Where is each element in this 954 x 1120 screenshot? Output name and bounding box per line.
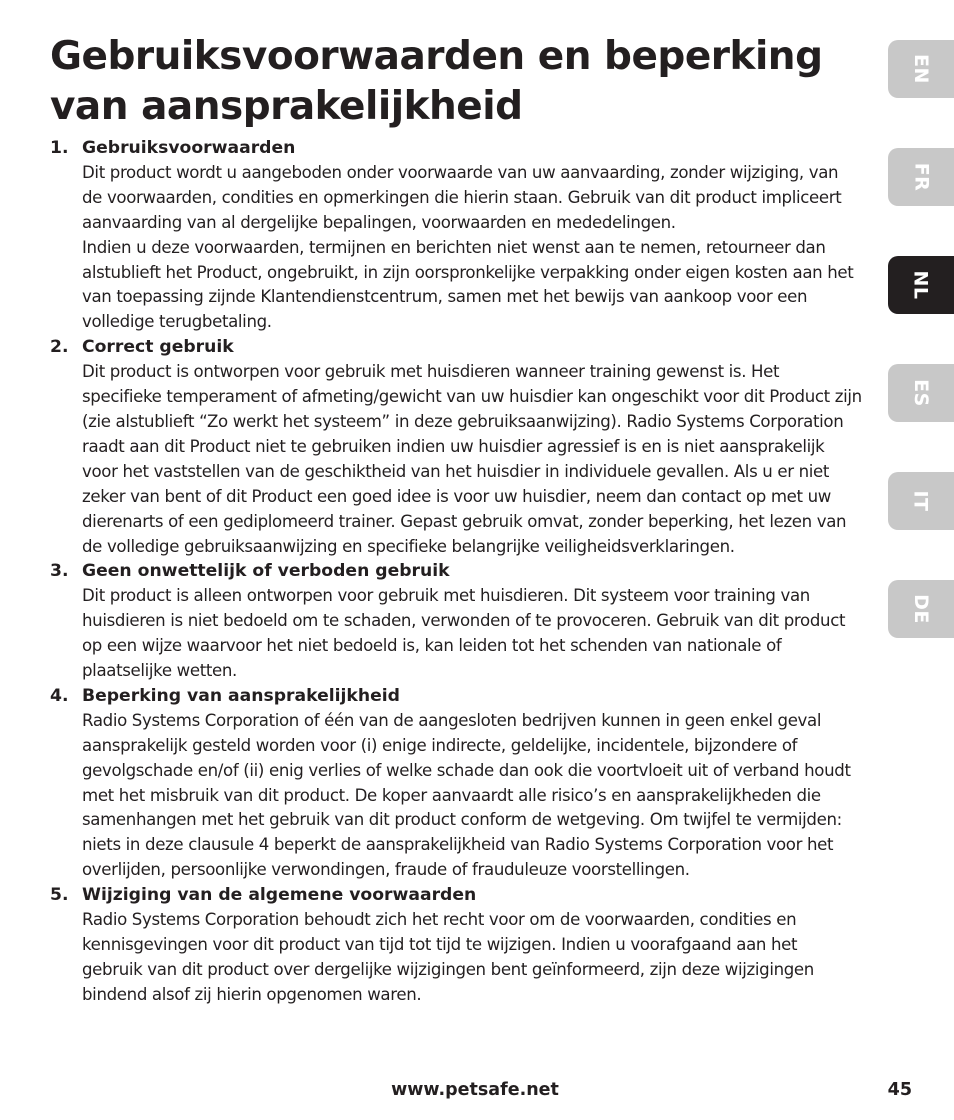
section-body [82, 908, 862, 1008]
section-number: 5. [50, 885, 69, 906]
paragraph: Dit product is ontworpen voor gebruik met huisdieren wanneer training gewenst is. Het specifieke temperament of afmeting/gewicht van uw huisdier kan ongeschikt voor dit Product zijn (zie alstublieft “Zo werkt het systeem” in deze gebruiksaanwijzing). Radio Systems Corporation raadt aan dit Product niet te gebruiken indien uw huisdier agressief is en is niet aansprakelijk voor het vaststellen van de geschiktheid van het huisdier in individuele gevallen. Als u er niet zeker van bent of dit Product een goed idee is voor uw huisdier, neem dan contact op met uw dierenarts of een gediplomeerd trainer. Gepast gebruik omvat, zonder beperking, het lezen van de volledige gebruiksaanwijzing en specifieke belangrijke veiligheidsverklaringen. [82, 362, 862, 556]
section-limitation-of-liability [50, 684, 862, 883]
footer-url: www.petsafe.net [391, 1080, 559, 1100]
language-tabs [888, 0, 954, 1120]
language-tab-fr[interactable] [888, 148, 954, 206]
paragraph: Dit product wordt u aangeboden onder voorwaarde van uw aanvaarding, zonder wijziging, van de voorwaarden, condities en opmerkingen die hierin staan. Gebruik van dit product impliceert aanvaarding van al dergelijke bepalingen, voorwaarden en mededelingen. [82, 162, 842, 232]
tab-label: IT [910, 490, 932, 512]
page-number: 45 [887, 1080, 912, 1100]
paragraph: Radio Systems Corporation behoudt zich het recht voor om de voorwaarden, condities en kennisgevingen voor dit product van tijd tot tijd te wijzigen. Indien u voorafgaand aan het gebruik van dit product over dergelijke wijzigingen bent geïnformeerd, zijn deze wijzigingen bindend alsof zij hierin opgenomen waren. [82, 910, 814, 1004]
section-number: 3. [50, 561, 69, 582]
language-tab-nl[interactable] [888, 256, 954, 314]
section-number: 2. [50, 337, 69, 358]
section-number: 1. [50, 138, 69, 158]
language-tab-es[interactable] [888, 364, 954, 422]
page-title: Gebruiksvoorwaarden en beperking van aansprakelijkheid [50, 34, 823, 129]
section-modification-of-terms [50, 883, 862, 1008]
tab-label: EN [909, 54, 932, 84]
language-tab-de[interactable] [888, 580, 954, 638]
section-body [82, 584, 862, 684]
tab-label: FR [909, 162, 932, 192]
terms-sections [50, 136, 862, 1008]
section-heading [50, 136, 862, 161]
section-title: Gebruiksvoorwaarden [82, 138, 296, 158]
language-tab-en[interactable] [888, 40, 954, 98]
tab-label: ES [909, 379, 932, 407]
section-body [82, 161, 862, 335]
section-body [82, 360, 862, 559]
language-tab-it[interactable] [888, 472, 954, 530]
section-number: 4. [50, 685, 69, 706]
section-title: Correct gebruik [82, 337, 234, 358]
section-title: Beperking van aansprakelijkheid [82, 685, 400, 706]
section-heading [50, 883, 862, 908]
section-body [82, 709, 862, 883]
section-correct-use [50, 335, 862, 559]
paragraph: Dit product is alleen ontworpen voor gebruik met huisdieren. Dit systeem voor training van huisdieren is niet bedoeld om te schaden, verwonden of te provoceren. Gebruik van dit product op een wijze waarvoor het niet bedoeld is, kan leiden tot het schenden van nationale of plaatselijke wetten. [82, 586, 846, 681]
paragraph: Radio Systems Corporation of één van de aangesloten bedrijven kunnen in geen enkel geval aansprakelijk gesteld worden voor (i) enige indirecte, geldelijke, incidentele, bijzondere of gevolgschade en/of (ii) enig verlies of welke schade dan ook die voortvloeit uit of verband houdt met het misbruik van dit product. De koper aanvaardt alle risico’s en aansprakelijkheden die samenhangen met het gebruik van dit product conform de wetgeving. Om twijfel te vermijden: niets in deze clausule 4 beperkt de aansprakelijkheid van Radio Systems Corporation voor het overlijden, persoonlijke verwondingen, fraude of frauduleuze voorstellingen. [82, 710, 851, 880]
section-no-unlawful-use [50, 559, 862, 684]
tab-label: NL [909, 270, 932, 300]
paragraph: Indien u deze voorwaarden, termijnen en berichten niet wenst aan te nemen, retourneer dan alstublieft het Product, ongebruikt, in zijn oorspronkelijke verpakking onder eigen kosten aan het van toepassing zijnde Klantendienstcentrum, samen met het bewijs van aankoop voor een volledige terugbetaling. [82, 237, 854, 332]
section-heading [50, 684, 862, 709]
section-terms-of-use [50, 136, 862, 335]
section-title: Wijziging van de algemene voorwaarden [82, 885, 477, 906]
tab-label: DE [909, 594, 932, 624]
section-title: Geen onwettelijk of verboden gebruik [82, 561, 450, 582]
section-heading [50, 335, 862, 360]
section-heading [50, 559, 862, 584]
